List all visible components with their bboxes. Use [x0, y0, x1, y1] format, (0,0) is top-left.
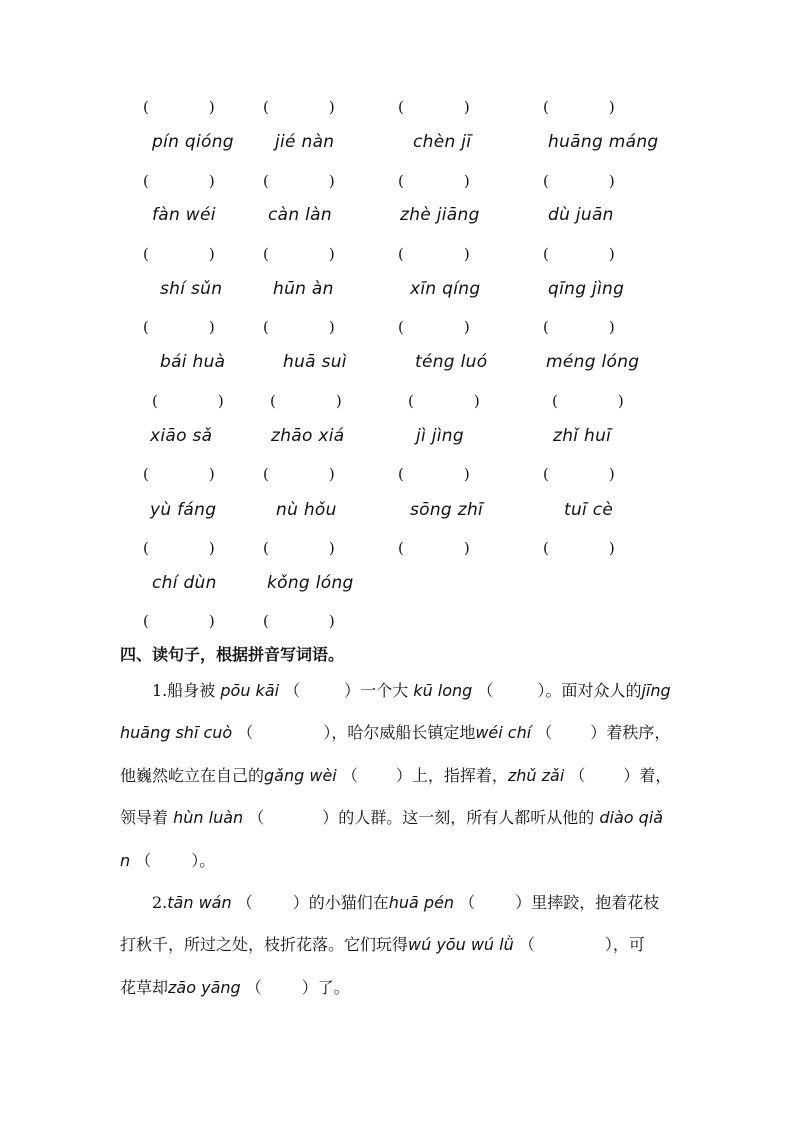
- pinyin-word: zhè jiāng: [400, 205, 480, 225]
- pinyin-prompt: tān wán: [167, 893, 232, 912]
- answer-blank[interactable]: （ ）: [477, 681, 546, 700]
- sentence-text: 打秋千，所过之处，枝折花落。它们玩得: [120, 935, 409, 954]
- answer-blank[interactable]: ( ): [543, 172, 615, 190]
- paren-row: [0, 390, 794, 420]
- answer-blank[interactable]: ( ): [543, 318, 615, 336]
- sentence-text: 着秩序，: [606, 723, 671, 742]
- paragraph-line: [120, 720, 676, 743]
- answer-blank[interactable]: ( ): [263, 612, 335, 630]
- answer-blank[interactable]: （ ）: [135, 851, 200, 870]
- pinyin-prompt: pōu kāi: [220, 681, 280, 700]
- answer-blank[interactable]: ( ): [398, 172, 470, 190]
- pinyin-prompt: kū long: [413, 681, 473, 700]
- answer-blank[interactable]: ( ): [543, 245, 615, 263]
- sentence-text: 领导着: [120, 808, 169, 827]
- pinyin-word: fàn wéi: [152, 205, 216, 225]
- pinyin-word: xīn qíng: [410, 279, 481, 299]
- sentence-text: 里摔跤，抱着花枝: [531, 893, 660, 912]
- paragraph-line: [120, 975, 676, 998]
- sentence-text: 了。: [317, 978, 350, 997]
- pinyin-prompt: huā pén: [388, 893, 455, 912]
- sentence-text: 。面对众人的: [545, 681, 642, 700]
- pinyin-word: sōng zhī: [410, 500, 484, 520]
- pinyin-word: dù juān: [548, 205, 614, 225]
- pinyin-row: [0, 352, 794, 382]
- answer-blank[interactable]: ( ): [552, 392, 624, 410]
- sentence-text: 1.船身被: [152, 681, 216, 700]
- sentence-text: ，哈尔威船长镇定地: [331, 723, 476, 742]
- sentence-text: 。: [199, 851, 216, 870]
- pinyin-prompt: gǎng wèi: [264, 766, 337, 785]
- pinyin-prompt: diào qiǎ: [599, 808, 664, 827]
- answer-blank[interactable]: ( ): [263, 318, 335, 336]
- pinyin-word: chí dùn: [152, 573, 217, 593]
- pinyin-prompt: zāo yāng: [168, 978, 241, 997]
- pinyin-word: huā suì: [283, 352, 347, 372]
- pinyin-word: bái huà: [160, 352, 226, 372]
- answer-blank[interactable]: ( ): [263, 465, 335, 483]
- sentence-text: 的人群。这一刻，所有人都听从他的: [338, 808, 595, 827]
- paren-row: [0, 170, 794, 200]
- answer-blank[interactable]: ( ): [152, 392, 224, 410]
- sentence-text: 他巍然屹立在自己的: [120, 766, 265, 785]
- pinyin-word: kǒng lóng: [267, 573, 354, 593]
- paren-row: [0, 316, 794, 346]
- answer-blank[interactable]: （ ）: [248, 808, 339, 827]
- paren-row: [0, 610, 794, 640]
- pinyin-word: càn làn: [268, 205, 332, 225]
- pinyin-row: [0, 205, 794, 235]
- pinyin-word: téng luó: [415, 352, 488, 372]
- answer-blank[interactable]: ( ): [543, 465, 615, 483]
- paragraph-line: [120, 932, 676, 955]
- answer-blank[interactable]: ( ): [263, 172, 335, 190]
- paragraph-line: [120, 763, 676, 786]
- pinyin-prompt: wú yōu wú lǜ: [408, 935, 514, 954]
- answer-blank[interactable]: （ ）: [459, 893, 532, 912]
- pinyin-row: [0, 279, 794, 309]
- answer-blank[interactable]: ( ): [143, 172, 215, 190]
- answer-blank[interactable]: ( ): [143, 98, 215, 116]
- pinyin-prompt: n: [120, 851, 131, 870]
- answer-blank[interactable]: ( ): [143, 612, 215, 630]
- answer-blank[interactable]: ( ): [398, 465, 470, 483]
- answer-blank[interactable]: （ ）: [245, 978, 318, 997]
- answer-blank[interactable]: （ ）: [237, 723, 332, 742]
- answer-blank[interactable]: ( ): [143, 318, 215, 336]
- pinyin-prompt: wéi chí: [475, 723, 532, 742]
- sentence-text: ，可: [612, 935, 645, 954]
- pinyin-word: jié nàn: [275, 132, 335, 152]
- pinyin-word: zhāo xiá: [271, 426, 345, 446]
- answer-blank[interactable]: （ ）: [284, 681, 361, 700]
- pinyin-word: huāng máng: [548, 132, 659, 152]
- answer-blank[interactable]: ( ): [270, 392, 342, 410]
- answer-blank[interactable]: ( ): [543, 539, 615, 557]
- sentence-text: 的小猫们在: [308, 893, 389, 912]
- pinyin-word: qīng jìng: [548, 279, 625, 299]
- pinyin-word: shí sǔn: [160, 279, 223, 299]
- answer-blank[interactable]: （ ）: [518, 935, 613, 954]
- section-title: 四、读句子，根据拼音写词语。: [120, 645, 345, 664]
- answer-blank[interactable]: ( ): [263, 245, 335, 263]
- pinyin-word: chèn jī: [413, 132, 472, 152]
- answer-blank[interactable]: （ ）: [341, 766, 412, 785]
- pinyin-row: [0, 426, 794, 456]
- pinyin-word: pín qióng: [152, 132, 234, 152]
- sentence-text: 一个大: [360, 681, 409, 700]
- answer-blank[interactable]: ( ): [263, 539, 335, 557]
- sentence-text: 2.: [152, 893, 168, 912]
- paren-row: [0, 537, 794, 567]
- answer-blank[interactable]: （ ）: [236, 893, 309, 912]
- pinyin-row: [0, 573, 794, 603]
- answer-blank[interactable]: ( ): [398, 539, 470, 557]
- sentence-text: 着，: [639, 766, 672, 785]
- paren-row: [0, 96, 794, 126]
- pinyin-prompt: jīng: [641, 681, 671, 700]
- paragraph-line: [120, 848, 676, 871]
- answer-blank[interactable]: ( ): [408, 392, 480, 410]
- answer-blank[interactable]: ( ): [143, 465, 215, 483]
- pinyin-word: tuī cè: [564, 500, 614, 520]
- pinyin-word: yù fáng: [150, 500, 217, 520]
- pinyin-word: xiāo sǎ: [150, 426, 213, 446]
- pinyin-word: méng lóng: [546, 352, 640, 372]
- answer-blank[interactable]: ( ): [398, 245, 470, 263]
- paragraph-line: [152, 678, 708, 701]
- answer-blank[interactable]: ( ): [398, 98, 470, 116]
- pinyin-word: jì jìng: [416, 426, 464, 446]
- pinyin-word: nù hǒu: [276, 500, 337, 520]
- pinyin-prompt: hùn luàn: [173, 808, 244, 827]
- answer-blank[interactable]: （ ）: [536, 723, 607, 742]
- paren-row: [0, 243, 794, 273]
- answer-blank[interactable]: ( ): [543, 98, 615, 116]
- paren-row: [0, 463, 794, 493]
- paragraph-line: [120, 805, 676, 828]
- answer-blank[interactable]: （ ）: [569, 766, 640, 785]
- pinyin-word: zhǐ huī: [553, 426, 612, 446]
- answer-blank[interactable]: ( ): [263, 98, 335, 116]
- answer-blank[interactable]: ( ): [143, 539, 215, 557]
- paragraph-line: [152, 890, 708, 913]
- sentence-text: 花草却: [120, 978, 169, 997]
- pinyin-row: [0, 132, 794, 162]
- pinyin-row: [0, 500, 794, 530]
- sentence-text: 上，指挥着，: [411, 766, 508, 785]
- answer-blank[interactable]: ( ): [143, 245, 215, 263]
- pinyin-prompt: zhǔ zǎi: [507, 766, 565, 785]
- pinyin-word: hūn àn: [273, 279, 334, 299]
- pinyin-prompt: huāng shī cuò: [120, 723, 233, 742]
- answer-blank[interactable]: ( ): [398, 318, 470, 336]
